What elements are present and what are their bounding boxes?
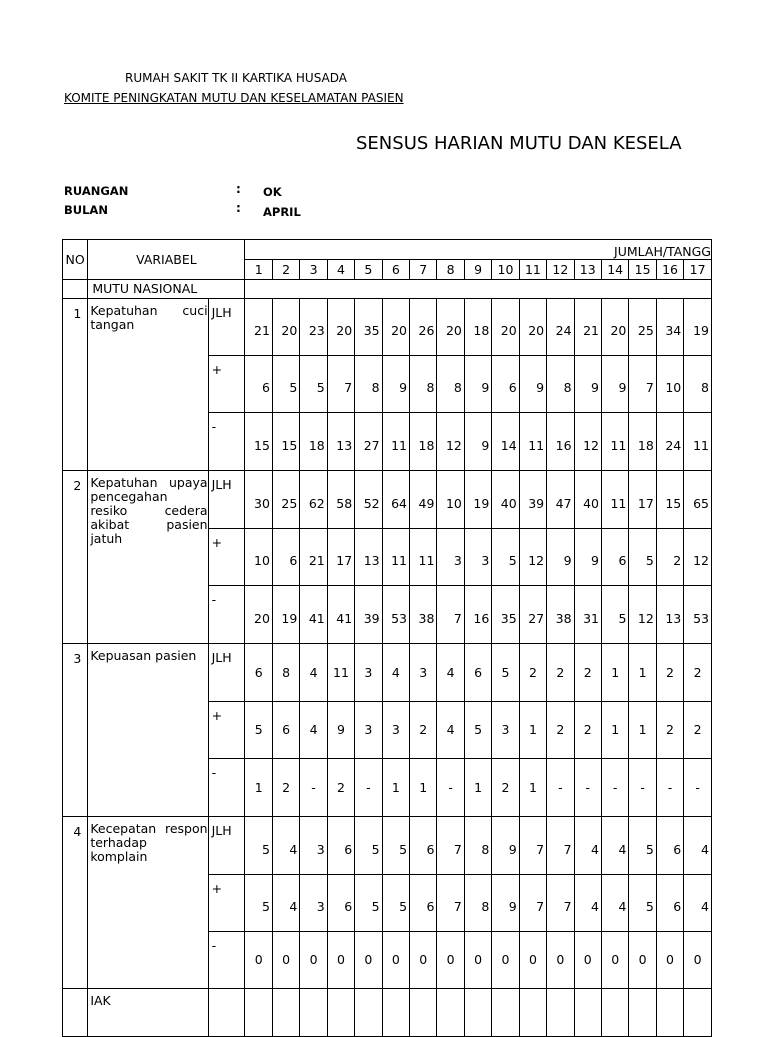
day-header-8: 8: [437, 260, 464, 280]
value-cell-day-17: -: [684, 759, 712, 817]
value-cell-day-6: 5: [382, 817, 409, 875]
value-cell-day-4: 17: [327, 529, 354, 586]
value-cell-day-12: 24: [547, 299, 574, 356]
indicator-name: Kepuasan pasien: [90, 648, 197, 663]
value-cell-day-4: 13: [327, 413, 354, 471]
value-cell-day-13: 4: [574, 817, 601, 875]
value-cell-day-17: 4: [684, 817, 712, 875]
value-cell-day-12: 2: [547, 702, 574, 759]
value-cell-day-16: 13: [656, 586, 683, 644]
day-header-11: 11: [519, 260, 546, 280]
value-cell-day-7: 18: [410, 413, 437, 471]
day-header-12: 12: [547, 260, 574, 280]
value-cell-day-8: 7: [437, 817, 464, 875]
value-cell-day-12: 9: [547, 529, 574, 586]
value-cell-day-9: 8: [464, 817, 491, 875]
value-cell-day-2: 6: [272, 702, 299, 759]
value-cell-day-9: 3: [464, 529, 491, 586]
value-cell-day-1: 10: [245, 529, 272, 586]
value-cell-day-12: 8: [547, 356, 574, 413]
value-cell-day-6: 0: [382, 932, 409, 989]
value-cell-day-16: 2: [656, 529, 683, 586]
value-cell-day-14: 9: [601, 356, 628, 413]
value-cell-day-11: 7: [519, 875, 546, 932]
no-column-header: NO: [63, 240, 88, 280]
value-cell-day-2: 20: [272, 299, 299, 356]
value-cell-day-3: 62: [300, 471, 327, 529]
value-cell-day-12: -: [547, 759, 574, 817]
footer-blank-cell: [437, 989, 464, 1037]
footer-blank-cell: [272, 989, 299, 1037]
value-cell-day-16: 24: [656, 413, 683, 471]
value-cell-day-3: 23: [300, 299, 327, 356]
value-cell-day-2: 15: [272, 413, 299, 471]
value-cell-day-11: 1: [519, 759, 546, 817]
indicator-1-row-1: [63, 299, 712, 356]
value-cell-day-11: 27: [519, 586, 546, 644]
value-cell-day-17: 2: [684, 644, 712, 702]
section-blank: [245, 280, 712, 299]
value-cell-day-16: 0: [656, 932, 683, 989]
footer-blank-cell: [355, 989, 382, 1037]
value-cell-day-10: 2: [492, 759, 519, 817]
value-cell-day-9: 9: [464, 356, 491, 413]
value-cell-day-5: 13: [355, 529, 382, 586]
value-cell-day-16: 6: [656, 875, 683, 932]
value-cell-day-6: 3: [382, 702, 409, 759]
footer-label: IAK: [88, 989, 208, 1037]
value-cell-day-9: 9: [464, 413, 491, 471]
value-cell-day-7: 1: [410, 759, 437, 817]
indicator-name: Kepatuhan upaya pencegahan resiko cedera akibat pasien jatuh: [90, 475, 208, 546]
value-cell-day-7: 0: [410, 932, 437, 989]
value-cell-day-14: -: [601, 759, 628, 817]
value-cell-day-6: 5: [382, 875, 409, 932]
room-colon: :: [236, 182, 241, 196]
day-header-17: 17: [684, 260, 712, 280]
value-cell-day-7: 3: [410, 644, 437, 702]
value-cell-day-7: 2: [410, 702, 437, 759]
value-cell-day-15: 18: [629, 413, 656, 471]
value-cell-day-13: 9: [574, 356, 601, 413]
value-cell-day-1: 15: [245, 413, 272, 471]
value-cell-day-4: 2: [327, 759, 354, 817]
value-cell-day-9: 8: [464, 875, 491, 932]
row-type-label: JLH: [208, 299, 245, 356]
value-cell-day-5: 5: [355, 875, 382, 932]
value-cell-day-7: 38: [410, 586, 437, 644]
value-cell-day-5: 52: [355, 471, 382, 529]
value-cell-day-14: 1: [601, 644, 628, 702]
value-cell-day-1: 6: [245, 356, 272, 413]
value-cell-day-5: 27: [355, 413, 382, 471]
footer-blank-cell: [574, 989, 601, 1037]
value-cell-day-15: 1: [629, 644, 656, 702]
footer-blank-cell: [547, 989, 574, 1037]
value-cell-day-9: 18: [464, 299, 491, 356]
value-cell-day-10: 40: [492, 471, 519, 529]
value-cell-day-1: 5: [245, 875, 272, 932]
value-cell-day-1: 6: [245, 644, 272, 702]
value-cell-day-8: 12: [437, 413, 464, 471]
value-cell-day-3: 3: [300, 875, 327, 932]
value-cell-day-15: 12: [629, 586, 656, 644]
value-cell-day-2: 19: [272, 586, 299, 644]
value-cell-day-17: 0: [684, 932, 712, 989]
value-cell-day-16: 2: [656, 644, 683, 702]
day-header-15: 15: [629, 260, 656, 280]
value-cell-day-15: -: [629, 759, 656, 817]
value-cell-day-13: 12: [574, 413, 601, 471]
value-cell-day-12: 16: [547, 413, 574, 471]
value-cell-day-11: 39: [519, 471, 546, 529]
value-cell-day-14: 4: [601, 875, 628, 932]
value-cell-day-15: 17: [629, 471, 656, 529]
value-cell-day-8: 7: [437, 586, 464, 644]
value-cell-day-10: 5: [492, 644, 519, 702]
value-cell-day-13: 9: [574, 529, 601, 586]
section-label: MUTU NASIONAL: [88, 280, 245, 299]
value-cell-day-3: 0: [300, 932, 327, 989]
value-cell-day-1: 21: [245, 299, 272, 356]
value-cell-day-13: 31: [574, 586, 601, 644]
value-cell-day-9: 1: [464, 759, 491, 817]
value-cell-day-17: 4: [684, 875, 712, 932]
census-table-container: [62, 239, 711, 1008]
value-cell-day-12: 7: [547, 875, 574, 932]
value-cell-day-5: 3: [355, 702, 382, 759]
row-type-label: +: [208, 702, 245, 759]
value-cell-day-4: 9: [327, 702, 354, 759]
value-cell-day-3: 5: [300, 356, 327, 413]
value-cell-day-16: 10: [656, 356, 683, 413]
value-cell-day-1: 20: [245, 586, 272, 644]
value-cell-day-8: 20: [437, 299, 464, 356]
day-header-6: 6: [382, 260, 409, 280]
value-cell-day-3: 4: [300, 702, 327, 759]
hospital-name: RUMAH SAKIT TK II KARTIKA HUSADA: [125, 71, 348, 85]
day-header-13: 13: [574, 260, 601, 280]
indicator-name: Kepatuhan cuci tangan: [90, 303, 208, 332]
value-cell-day-8: 4: [437, 644, 464, 702]
footer-blank-cell: [410, 989, 437, 1037]
value-cell-day-11: 2: [519, 644, 546, 702]
value-cell-day-9: 0: [464, 932, 491, 989]
value-cell-day-16: 2: [656, 702, 683, 759]
value-cell-day-12: 7: [547, 817, 574, 875]
value-cell-day-6: 11: [382, 413, 409, 471]
value-cell-day-14: 11: [601, 413, 628, 471]
value-cell-day-4: 6: [327, 875, 354, 932]
census-table: [62, 239, 712, 1037]
value-cell-day-10: 14: [492, 413, 519, 471]
section-no-cell: [63, 280, 88, 299]
value-cell-day-13: 21: [574, 299, 601, 356]
footer-blank-cell: [245, 989, 272, 1037]
row-type-label: +: [208, 875, 245, 932]
footer-blank-cell: [629, 989, 656, 1037]
indicator-name-cell: [88, 471, 208, 644]
value-cell-day-4: 41: [327, 586, 354, 644]
value-cell-day-13: 2: [574, 644, 601, 702]
value-cell-day-8: 3: [437, 529, 464, 586]
value-cell-day-12: 38: [547, 586, 574, 644]
value-cell-day-13: -: [574, 759, 601, 817]
value-cell-day-8: 8: [437, 356, 464, 413]
day-header-1: 1: [245, 260, 272, 280]
value-cell-day-4: 0: [327, 932, 354, 989]
month-value: APRIL: [263, 205, 301, 219]
value-cell-day-17: 12: [684, 529, 712, 586]
value-cell-day-2: 5: [272, 356, 299, 413]
value-cell-day-14: 1: [601, 702, 628, 759]
indicator-3-row-1: [63, 644, 712, 702]
footer-blank-cell: [382, 989, 409, 1037]
value-cell-day-15: 1: [629, 702, 656, 759]
value-cell-day-16: -: [656, 759, 683, 817]
value-cell-day-13: 0: [574, 932, 601, 989]
footer-no-cell: [63, 989, 88, 1037]
value-cell-day-13: 2: [574, 702, 601, 759]
value-cell-day-5: 0: [355, 932, 382, 989]
row-type-label: JLH: [208, 644, 245, 702]
value-cell-day-11: 9: [519, 356, 546, 413]
value-cell-day-10: 5: [492, 529, 519, 586]
value-cell-day-12: 2: [547, 644, 574, 702]
day-header-14: 14: [601, 260, 628, 280]
month-colon: :: [236, 201, 241, 215]
value-cell-day-5: 5: [355, 817, 382, 875]
value-cell-day-17: 53: [684, 586, 712, 644]
value-cell-day-17: 8: [684, 356, 712, 413]
day-header-2: 2: [272, 260, 299, 280]
value-cell-day-7: 11: [410, 529, 437, 586]
value-cell-day-2: 25: [272, 471, 299, 529]
value-cell-day-4: 58: [327, 471, 354, 529]
value-cell-day-12: 0: [547, 932, 574, 989]
value-cell-day-16: 15: [656, 471, 683, 529]
footer-blank-cell: [327, 989, 354, 1037]
value-cell-day-17: 65: [684, 471, 712, 529]
value-cell-day-11: 7: [519, 817, 546, 875]
variable-column-header: VARIABEL: [88, 240, 245, 280]
value-cell-day-4: 6: [327, 817, 354, 875]
row-type-label: +: [208, 529, 245, 586]
indicator-name-cell: [88, 644, 208, 817]
value-cell-day-11: 12: [519, 529, 546, 586]
footer-blank-cell: [519, 989, 546, 1037]
value-cell-day-6: 11: [382, 529, 409, 586]
value-cell-day-6: 1: [382, 759, 409, 817]
value-cell-day-2: 8: [272, 644, 299, 702]
value-cell-day-2: 4: [272, 817, 299, 875]
indicator-name-cell: [88, 299, 208, 471]
indicator-number: 4: [63, 817, 88, 989]
value-cell-day-14: 6: [601, 529, 628, 586]
document-title: SENSUS HARIAN MUTU DAN KESELA: [356, 133, 682, 154]
row-type-label: +: [208, 356, 245, 413]
value-cell-day-1: 0: [245, 932, 272, 989]
value-cell-day-14: 11: [601, 471, 628, 529]
day-header-7: 7: [410, 260, 437, 280]
value-cell-day-1: 5: [245, 702, 272, 759]
value-cell-day-16: 6: [656, 817, 683, 875]
footer-blank-cell: [464, 989, 491, 1037]
value-cell-day-11: 11: [519, 413, 546, 471]
value-cell-day-14: 5: [601, 586, 628, 644]
indicator-name: Kecepatan respon terhadap komplain: [90, 821, 208, 864]
date-group-header: JUMLAH/TANGG: [245, 240, 712, 260]
value-cell-day-15: 25: [629, 299, 656, 356]
value-cell-day-10: 3: [492, 702, 519, 759]
value-cell-day-3: 4: [300, 644, 327, 702]
value-cell-day-14: 0: [601, 932, 628, 989]
value-cell-day-11: 1: [519, 702, 546, 759]
row-type-label: -: [208, 413, 245, 471]
day-header-4: 4: [327, 260, 354, 280]
value-cell-day-13: 40: [574, 471, 601, 529]
value-cell-day-9: 16: [464, 586, 491, 644]
value-cell-day-6: 9: [382, 356, 409, 413]
value-cell-day-4: 7: [327, 356, 354, 413]
room-value: OK: [263, 185, 282, 199]
value-cell-day-6: 4: [382, 644, 409, 702]
day-header-3: 3: [300, 260, 327, 280]
value-cell-day-10: 20: [492, 299, 519, 356]
value-cell-day-2: 0: [272, 932, 299, 989]
value-cell-day-10: 9: [492, 875, 519, 932]
value-cell-day-5: 3: [355, 644, 382, 702]
value-cell-day-7: 6: [410, 875, 437, 932]
value-cell-day-3: 18: [300, 413, 327, 471]
value-cell-day-15: 5: [629, 817, 656, 875]
indicator-number: 2: [63, 471, 88, 644]
value-cell-day-9: 19: [464, 471, 491, 529]
footer-blank-cell: [300, 989, 327, 1037]
footer-blank-cell: [656, 989, 683, 1037]
value-cell-day-6: 53: [382, 586, 409, 644]
value-cell-day-17: 19: [684, 299, 712, 356]
value-cell-day-7: 49: [410, 471, 437, 529]
value-cell-day-1: 5: [245, 817, 272, 875]
value-cell-day-16: 34: [656, 299, 683, 356]
value-cell-day-2: 6: [272, 529, 299, 586]
value-cell-day-1: 1: [245, 759, 272, 817]
value-cell-day-7: 6: [410, 817, 437, 875]
value-cell-day-11: 20: [519, 299, 546, 356]
value-cell-day-3: 41: [300, 586, 327, 644]
row-type-label: -: [208, 932, 245, 989]
value-cell-day-8: 10: [437, 471, 464, 529]
row-type-label: JLH: [208, 471, 245, 529]
indicator-number: 1: [63, 299, 88, 471]
value-cell-day-15: 0: [629, 932, 656, 989]
value-cell-day-8: 7: [437, 875, 464, 932]
row-type-label: -: [208, 759, 245, 817]
value-cell-day-15: 5: [629, 529, 656, 586]
value-cell-day-5: 35: [355, 299, 382, 356]
value-cell-day-1: 30: [245, 471, 272, 529]
indicator-2-row-1: [63, 471, 712, 529]
value-cell-day-7: 8: [410, 356, 437, 413]
value-cell-day-10: 9: [492, 817, 519, 875]
committee-name: KOMITE PENINGKATAN MUTU DAN KESELAMATAN PASIEN: [64, 91, 404, 105]
indicator-number: 3: [63, 644, 88, 817]
value-cell-day-12: 47: [547, 471, 574, 529]
indicator-name-cell: [88, 817, 208, 989]
value-cell-day-6: 64: [382, 471, 409, 529]
value-cell-day-13: 4: [574, 875, 601, 932]
value-cell-day-9: 5: [464, 702, 491, 759]
value-cell-day-9: 6: [464, 644, 491, 702]
value-cell-day-15: 7: [629, 356, 656, 413]
value-cell-day-8: 0: [437, 932, 464, 989]
value-cell-day-8: 4: [437, 702, 464, 759]
value-cell-day-17: 11: [684, 413, 712, 471]
value-cell-day-2: 2: [272, 759, 299, 817]
row-type-label: JLH: [208, 817, 245, 875]
month-label: BULAN: [64, 203, 108, 217]
value-cell-day-6: 20: [382, 299, 409, 356]
day-header-10: 10: [492, 260, 519, 280]
row-type-label: -: [208, 586, 245, 644]
day-header-16: 16: [656, 260, 683, 280]
value-cell-day-3: 3: [300, 817, 327, 875]
value-cell-day-14: 20: [601, 299, 628, 356]
value-cell-day-10: 6: [492, 356, 519, 413]
value-cell-day-2: 4: [272, 875, 299, 932]
value-cell-day-8: -: [437, 759, 464, 817]
value-cell-day-3: 21: [300, 529, 327, 586]
value-cell-day-5: 39: [355, 586, 382, 644]
value-cell-day-4: 11: [327, 644, 354, 702]
value-cell-day-5: -: [355, 759, 382, 817]
value-cell-day-10: 0: [492, 932, 519, 989]
value-cell-day-17: 2: [684, 702, 712, 759]
indicator-4-row-1: [63, 817, 712, 875]
value-cell-day-5: 8: [355, 356, 382, 413]
day-header-5: 5: [355, 260, 382, 280]
value-cell-day-15: 5: [629, 875, 656, 932]
footer-blank-cell: [684, 989, 712, 1037]
footer-blank-cell: [492, 989, 519, 1037]
value-cell-day-4: 20: [327, 299, 354, 356]
value-cell-day-10: 35: [492, 586, 519, 644]
room-label: RUANGAN: [64, 184, 129, 198]
value-cell-day-14: 4: [601, 817, 628, 875]
value-cell-day-3: -: [300, 759, 327, 817]
footer-blank-cell: [601, 989, 628, 1037]
day-header-9: 9: [464, 260, 491, 280]
footer-row: [63, 989, 712, 1037]
value-cell-day-7: 26: [410, 299, 437, 356]
footer-blank-cell: [208, 989, 245, 1037]
value-cell-day-11: 0: [519, 932, 546, 989]
